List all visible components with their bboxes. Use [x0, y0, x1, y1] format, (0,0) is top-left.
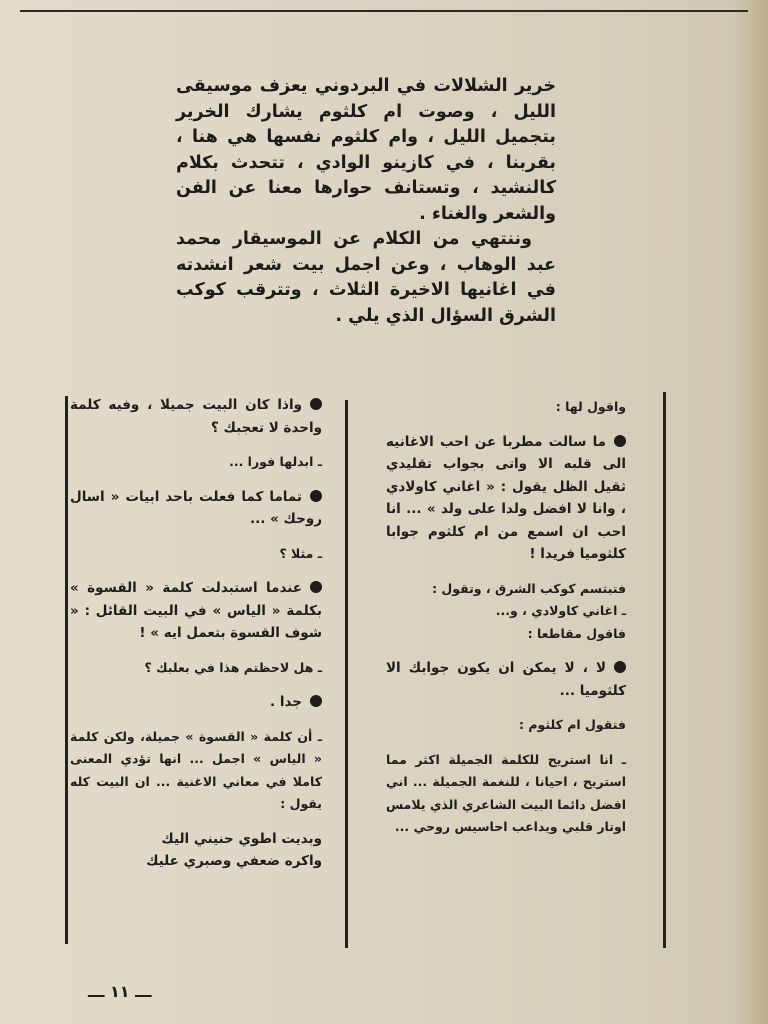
top-rule	[20, 10, 748, 12]
question-4: تماما كما فعلت باحد ابيات « اسال روحك » ...	[70, 488, 322, 527]
narration-line: فاقول مقاطعا :	[527, 625, 626, 641]
answer-4: ـ مثلا ؟	[279, 545, 322, 561]
right-column	[386, 396, 626, 839]
bullet-icon	[614, 661, 626, 673]
bullet-icon	[310, 581, 322, 593]
column-rule-left	[65, 396, 68, 944]
verse-line-2: واكره ضعفي وصبري عليك	[146, 852, 322, 869]
bullet-icon	[310, 695, 322, 707]
column-rule-right	[663, 392, 666, 948]
intro-text	[176, 74, 556, 329]
bullet-icon	[310, 398, 322, 410]
answer-1: ـ اغاني كاولادي ، و...	[495, 603, 626, 618]
page-number: ـــ ١١ ـــ	[88, 982, 152, 1001]
bullet-icon	[614, 435, 626, 447]
question-2: لا ، لا يمكن ان يكون جوابك الا كلثوميا ...	[386, 660, 626, 699]
answer-2: ـ انا استريح للكلمة الجميلة اكثر مما استريح ، احيانا ، للنغمة الجميلة ... اني افضل دائما البيت الشاعري الذي يلامس اوتار قلبي ويداعب احاسيس روحي ...	[386, 751, 626, 834]
bullet-icon	[310, 490, 322, 502]
answer-6: ـ أن كلمة « القسوة » جميلة، ولكن كلمة « الياس » اجمل ... انها تؤدي المعنى كاملا في معاني الاغنية ... ان البيت كله يقول :	[70, 728, 322, 811]
page-edge	[736, 0, 768, 1024]
column-rule-middle	[345, 400, 348, 948]
question-6: جدا .	[70, 691, 322, 714]
narration-line: فتقول ام كلثوم :	[519, 717, 626, 732]
answer-3: ـ ابدلها فورا ...	[229, 454, 322, 469]
intro-paragraph-2: وننتهي من الكلام عن الموسيقار محمد عبد الوهاب ، وعن اجمل بيت شعر انشدته في اغانيها الاخيرة الثلاث ، وتترقب كوكب الشرق السؤال الذي يلي .	[176, 229, 556, 326]
question-3: واذا كان البيت جميلا ، وفيه كلمة واحدة لا تعجبك ؟	[70, 397, 322, 436]
verse-line-1: وبديت اطوي حنيني اليك	[161, 830, 322, 847]
narration-line: واقول لها :	[555, 399, 626, 414]
intro-paragraph-1: خرير الشلالات في البردوني يعزف موسيقى الليل ، وصوت ام كلثوم يشارك الخرير بتجميل الليل ، وام كلثوم نفسها هي هنا ، بقربنا ، في كازينو الوادي ، تتحدث بكلام كالنشيد ، وتستانف حوارها معنا عن الفن والشعر والغناء .	[176, 76, 556, 224]
answer-5: ـ هل لاحظتم هذا في بعلبك ؟	[144, 659, 322, 675]
question-5: عندما استبدلت كلمة « القسوة » بكلمة « الياس » في البيت القائل : « شوف القسوة بتعمل ايه » !	[70, 580, 322, 641]
narration-line: فتبتسم كوكب الشرق ، وتقول :	[432, 580, 626, 596]
left-column	[70, 394, 322, 872]
question-1: ما سالت مطربا عن احب الاغانيه الى قلبه الا واتى بجواب تقليدي ثقيل الظل يقول : « اغاني كاولادي ، وانا لا افضل ولدا على ولد » ... انا احب ان اسمع من ام كلثوم جوابا كلثوميا فريدا !	[386, 433, 626, 562]
